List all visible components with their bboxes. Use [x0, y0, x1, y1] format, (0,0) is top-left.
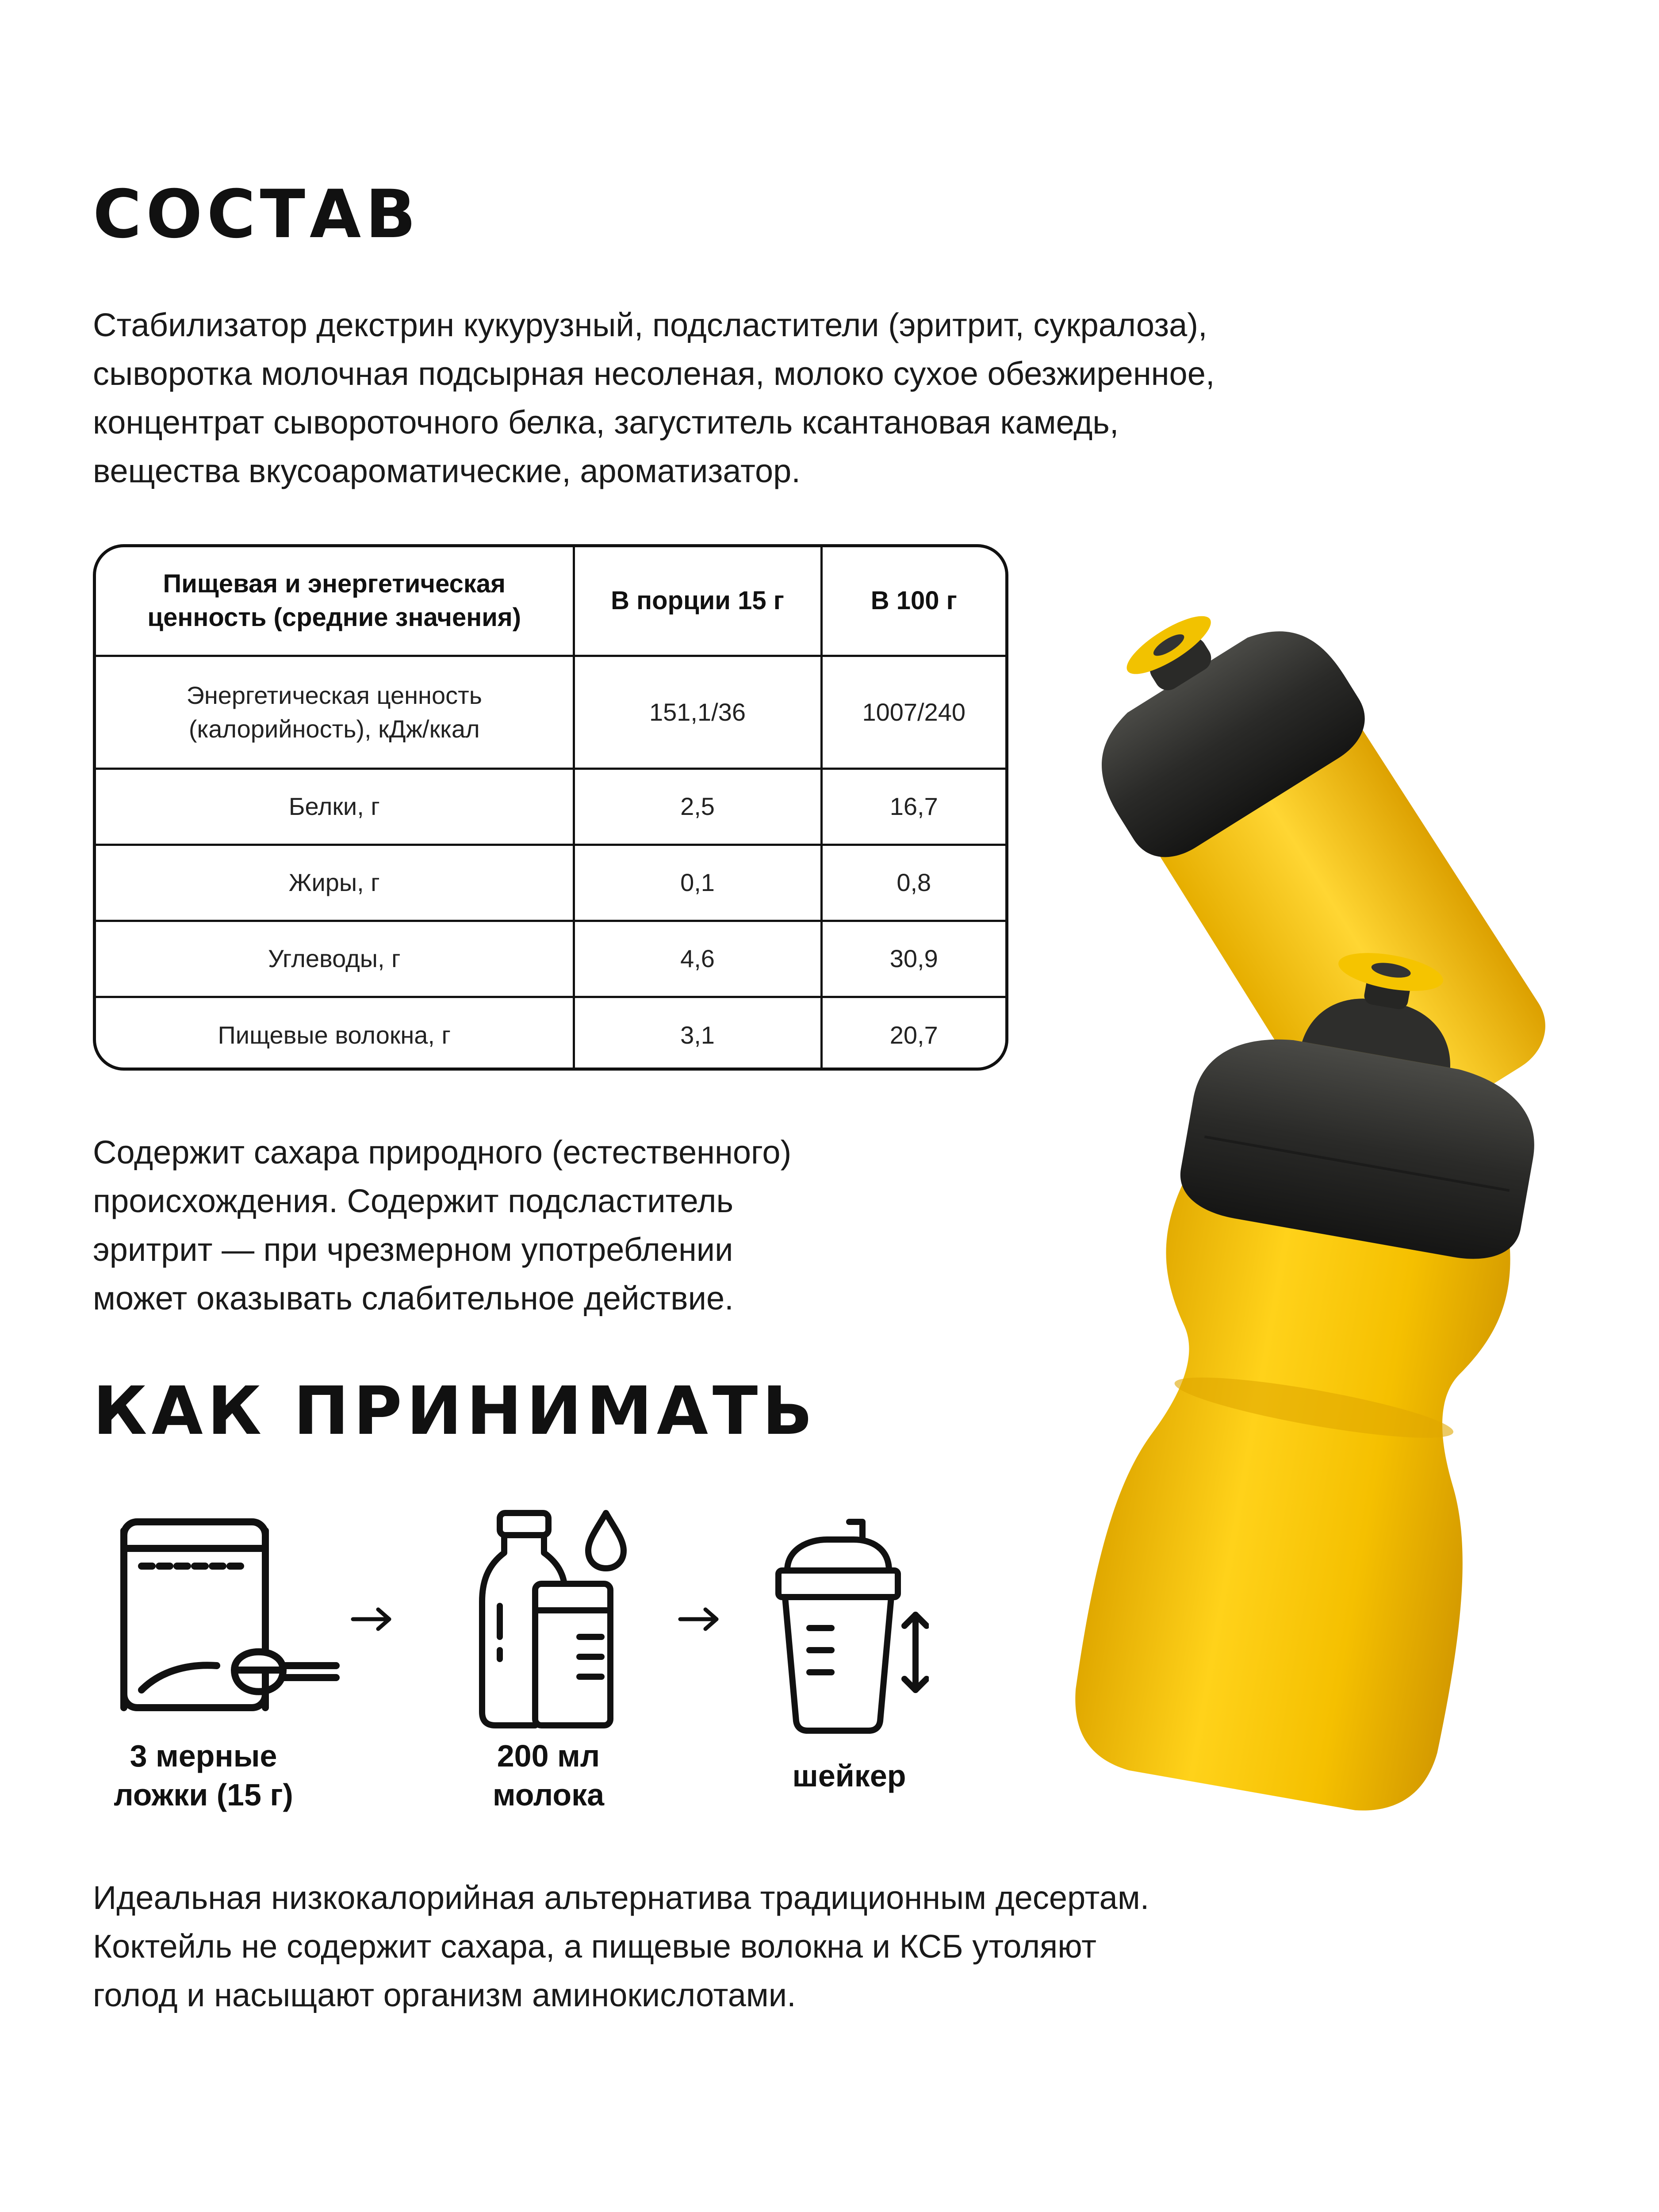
- step-1-line: 3 мерные: [130, 1739, 277, 1773]
- step-2-label: [442, 1736, 655, 1814]
- row-100g-value: 0,8: [821, 845, 1005, 921]
- row-label: Белки, г: [96, 768, 574, 845]
- final-note-line: Идеальная низкокалорийная альтернатива традиционным десертам.: [93, 1879, 1149, 1916]
- final-note-line: голод и насыщают организм аминокислотами.: [93, 1977, 796, 2013]
- header-nutrition: Пищевая и энергетическая ценность (средние значения): [96, 547, 574, 656]
- row-label: Пищевые волокна, г: [96, 997, 574, 1071]
- step-2-line: 200 мл: [497, 1739, 600, 1773]
- row-serving-value: 0,1: [574, 845, 821, 921]
- header-per-serving: В порции 15 г: [574, 547, 821, 656]
- row-serving-value: 151,1/36: [574, 656, 821, 768]
- shaker-icon: [770, 1513, 929, 1734]
- composition-line: Стабилизатор декстрин кукурузный, подсластители (эритрит, сукралоза),: [93, 307, 1207, 343]
- row-label: Энергетическая ценность (калорийность), кДж/ккал: [96, 656, 574, 768]
- step-3-label: [743, 1756, 955, 1795]
- final-note-line: Коктейль не содержит сахара, а пищевые волокна и КСБ утоляют: [93, 1928, 1096, 1965]
- sugar-note-line: происхождения. Содержит подсластитель: [93, 1183, 734, 1219]
- row-100g-value: 16,7: [821, 768, 1005, 845]
- row-100g-value: 30,9: [821, 921, 1005, 997]
- row-serving-value: 4,6: [574, 921, 821, 997]
- row-serving-value: 2,5: [574, 768, 821, 845]
- sugar-note-line: эритрит — при чрезмерном употреблении: [93, 1231, 733, 1268]
- step-2-line: молока: [492, 1778, 605, 1812]
- composition-title: СОСТАВ: [93, 176, 421, 253]
- row-100g-value: 1007/240: [821, 656, 1005, 768]
- composition-line: концентрат сывороточного белка, загуститель ксантановая камедь,: [93, 404, 1119, 441]
- sugar-note-line: Содержит сахара природного (естественного): [93, 1134, 792, 1171]
- row-label: Углеводы, г: [96, 921, 574, 997]
- step-1-line: ложки (15 г): [114, 1778, 293, 1812]
- sugar-note-line: может оказывать слабительное действие.: [93, 1280, 734, 1317]
- scoop-bag-icon: [115, 1513, 345, 1725]
- composition-line: вещества вкусоароматические, ароматизатор.: [93, 453, 801, 489]
- row-100g-value: 20,7: [821, 997, 1005, 1071]
- row-label: Жиры, г: [96, 845, 574, 921]
- header-per-100g: В 100 г: [821, 547, 1005, 656]
- step-3-line: шейкер: [792, 1759, 906, 1793]
- row-serving-value: 3,1: [574, 997, 821, 1071]
- how-to-title: КАК ПРИНИМАТЬ: [93, 1373, 817, 1450]
- final-note: [93, 1874, 1508, 2020]
- arrow-right-icon: [677, 1606, 721, 1632]
- arrow-right-icon: [349, 1606, 394, 1632]
- step-1-label: [80, 1736, 327, 1814]
- composition-line: сыворотка молочная подсырная несоленая, молоко сухое обезжиренное,: [93, 355, 1215, 392]
- milk-glass-icon: [478, 1504, 637, 1730]
